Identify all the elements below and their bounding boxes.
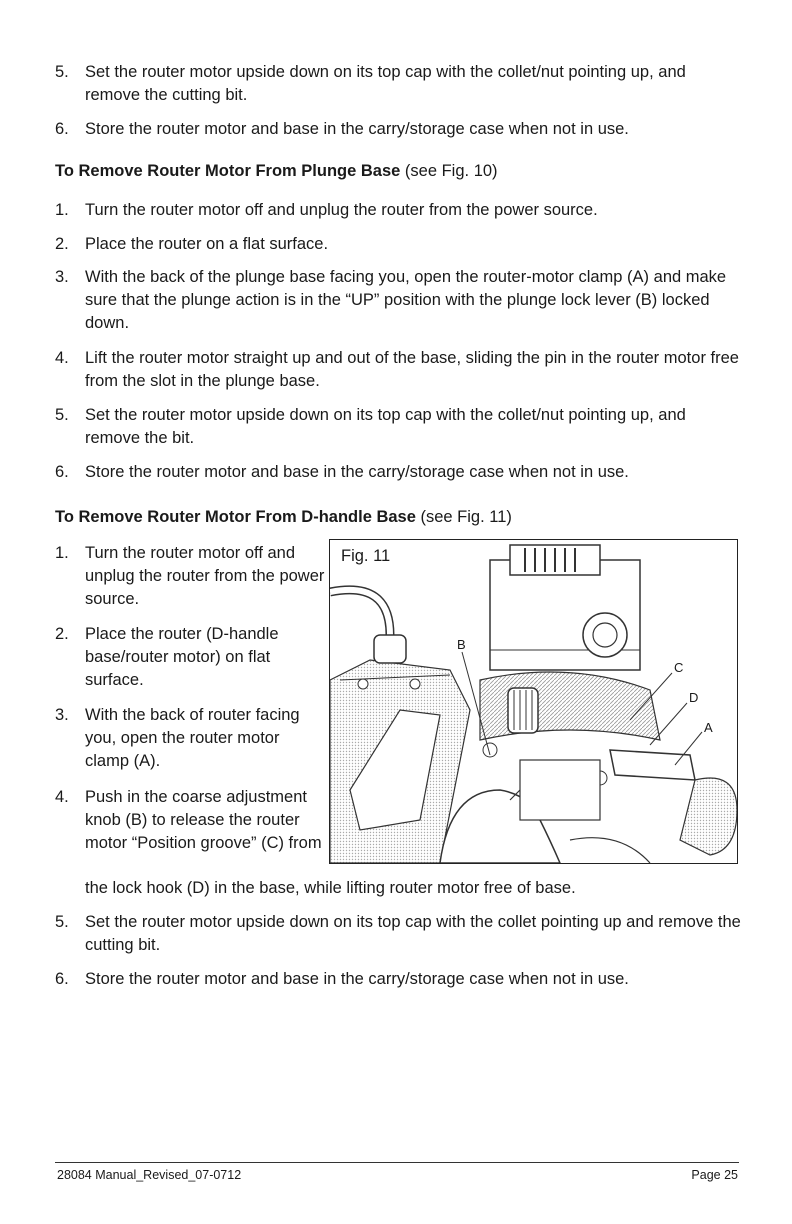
heading-ref: (see Fig. 11) <box>420 508 512 526</box>
item-number: 3. <box>55 706 69 724</box>
item-number: 6. <box>55 120 69 138</box>
item-text: Store the router motor and base in the carry/storage case when not in use. <box>85 463 629 481</box>
item-text: Turn the router motor off and unplug the router from the power source. <box>85 201 598 219</box>
list-item <box>55 233 745 256</box>
item-text: Place the router (D-handle base/router motor) on flat surface. <box>85 625 279 689</box>
item-number: 6. <box>55 970 69 988</box>
item-number: 1. <box>55 201 69 219</box>
footer-divider <box>55 1162 739 1163</box>
list-item <box>55 266 745 335</box>
heading-title: To Remove Router Motor From D-handle Base <box>55 508 416 526</box>
list-item <box>55 199 745 222</box>
figure-caption: Fig. 11 <box>341 547 391 565</box>
item-number: 2. <box>55 625 69 643</box>
item-text: With the back of the plunge base facing you, open the router-motor clamp (A) and make sure that the plunge action is in the “UP” position with the plunge lock lever (B) locked down. <box>85 268 727 332</box>
item-text: Store the router motor and base in the carry/storage case when not in use. <box>85 970 629 988</box>
list-item-continuation <box>55 877 745 900</box>
item-text: the lock hook (D) in the base, while lifting router motor free of base. <box>85 879 576 897</box>
list-item <box>55 61 745 107</box>
callout-c: C <box>674 660 684 675</box>
list-item <box>55 461 745 484</box>
callout-a: A <box>704 720 713 735</box>
list-item <box>55 704 325 773</box>
list-item <box>55 404 745 450</box>
router-illustration <box>330 540 737 863</box>
item-number: 5. <box>55 913 69 931</box>
item-text: With the back of router facing you, open the router motor clamp (A). <box>85 706 300 770</box>
item-number: 1. <box>55 544 69 562</box>
list-item <box>55 911 745 957</box>
callout-b: B <box>457 637 466 652</box>
item-text: Set the router motor upside down on its top cap with the collet/nut pointing up, and remove the bit. <box>85 406 686 447</box>
heading-title: To Remove Router Motor From Plunge Base <box>55 162 401 180</box>
figure-11 <box>329 539 738 864</box>
list-item <box>55 542 325 611</box>
item-number: 2. <box>55 235 69 253</box>
section-heading-plunge <box>55 160 498 183</box>
list-item <box>55 623 325 692</box>
item-text: Lift the router motor straight up and out of the base, sliding the pin in the router motor free from the slot in the plunge base. <box>85 349 739 390</box>
item-number: 5. <box>55 63 69 81</box>
item-number: 4. <box>55 349 69 367</box>
item-number: 6. <box>55 463 69 481</box>
heading-ref: (see Fig. 10) <box>404 162 498 180</box>
item-text: Push in the coarse adjustment knob (B) to release the router motor “Position groove” (C) from <box>85 788 322 852</box>
item-text: Set the router motor upside down on its top cap with the collet pointing up and remove the cutting bit. <box>85 913 741 954</box>
list-item <box>55 118 745 141</box>
item-text: Place the router on a flat surface. <box>85 235 329 253</box>
item-number: 5. <box>55 406 69 424</box>
footer-doc-id: 28084 Manual_Revised_07-0712 <box>57 1168 242 1182</box>
item-text: Store the router motor and base in the carry/storage case when not in use. <box>85 120 629 138</box>
item-number: 4. <box>55 788 69 806</box>
list-item <box>55 786 325 855</box>
item-text: Turn the router motor off and unplug the router from the power source. <box>85 544 325 608</box>
section-heading-dhandle <box>55 506 512 529</box>
callout-d: D <box>689 690 699 705</box>
item-number: 3. <box>55 268 69 286</box>
page-number: Page 25 <box>691 1168 738 1182</box>
list-item <box>55 968 745 991</box>
list-item <box>55 347 745 393</box>
item-text: Set the router motor upside down on its top cap with the collet/nut pointing up, and remove the cutting bit. <box>85 63 686 104</box>
